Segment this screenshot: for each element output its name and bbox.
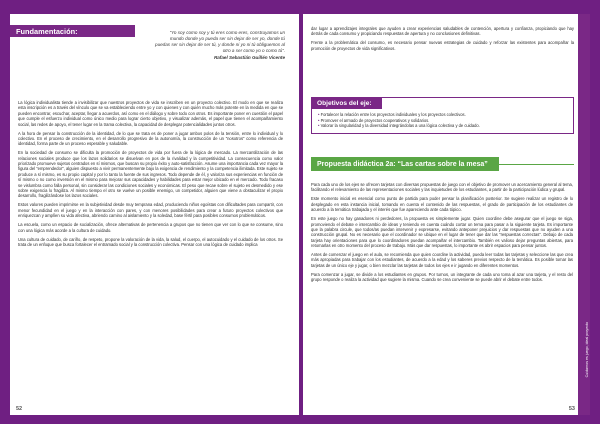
proposal-title: Propuesta didáctica 2a: “Las cartas sobre la mesa” — [317, 160, 488, 168]
paragraph: Para cada uno de los ejes se ofrecen tarjetas con diversas propuestas de juego con el objetivo de promover un acercamiento general al tema, facilitando el relevamiento de las representaciones sociales y las inquietudes de los estudiantes, a partir de la participación lúdica y grupal. — [311, 182, 573, 193]
paragraph: Estos valores pueden imprimirse en la subjetividad desde muy temprana edad, produciendo niños egoístas con dificultades para compartir, con menor fecundidad en el juego y en la interacción con pares, y con menores posibilidades para crear a futuro proyectos colectivos que enriquezcan y amplíen su vida afectiva, abriendo camino al aislamiento y la soledad, base fértil para posibles consumos problemáticos. — [18, 202, 283, 219]
paragraph: A la hora de pensar la construcción de la identidad, de lo que se trata es de poner a jugar ambos polos de la tensión, entre lo individual y lo colectivo. En el proceso de crecimiento, en el desarrollo progresivo de la autonomía, la construcción de un “nosotros” como referencia de identidad, forma parte de un proceso esperable y saludable. — [18, 130, 283, 147]
paragraph: Para comenzar a jugar, se divide a los estudiantes en grupos. Por turnos, un integrante de cada uno toma al azar una tarjeta, y el resto del grupo responde o realiza la actividad que sugiere la misma. Cuando se crea conveniente se puede abrir el debate entre todos. — [311, 271, 573, 283]
objectives-title: Objetivos del eje: — [312, 98, 382, 109]
paragraph: Frente a la problemática del consumo, es necesario pensar nuevas estrategias de cuidado y reforzar las existentes para acompañar la promoción de proyectos de vida significativos. — [311, 40, 574, 51]
quote-author: Rafael Sebastián Guillén Vicente — [213, 54, 285, 60]
paragraph: En la sociedad de consumo se dificulta la promoción de proyectos de vida por fuera de la lógica de mercado. La mercantilización de las relaciones sociales produce que los lazos solidarios se disuelvan en pos de la rivalidad y la competitividad. La consecuencia como valor priorizado promueve sujetos centrados en sí mismos, que buscan su propio éxito y auto-satisfacción. Asume una importancia cada vez mayor la figura del “emprendedor”, alguien dispuesto a vivir permanentemente bajo la exigencia de rendimiento y la competencia ilimitada. Este sujeto se produce a sí mismo, es su propio capital y por lo tanto la fuente de sus ingresos. Todo depende de él, y valoriza sus experiencias en función de sí mismo o no como inversión en el mismo para mejorar sus capacidades y habilidades para estar mejor ubicado en el mercado. Todo fracaso se vislumbra como falla personal, sin considerar las condiciones sociales y económicas. El peso que recae sobre el sujeto es desmedido y ese sobre exigencia lo fragiliza. Al mismo tiempo el otro se vuelve un posible enemigo, un competidor, alguien que viene a obstaculizar el propio desarrollo, fragilizándose los lazos sociales. — [18, 150, 283, 199]
section-title: Fundamentación: — [16, 26, 78, 36]
right-page — [303, 14, 590, 415]
paragraph: dar lugar a aprendizajes integrales que ayuden a crear experiencias saludables de contención, apertura y confianza, propiciando que hay detrás de cada consumo y propiciando respuestas de apertura y no conclusiones definitivas. — [311, 26, 574, 37]
right-intro-text — [311, 26, 574, 55]
paragraph: Una cultura de cuidado, de cariño, de respeto, propone la valoración de la vida, la salud, el cuerpo, el autocuidado y el cuidado de los otros. Se trata de un enfoque que busca fortalecer el entramado social y la construcción colectiva. Pensar con una lógica de cuidado implica — [18, 236, 283, 247]
objective-item: • Fortalecer la relación entre los proyectos individuales y los proyectos colectivos. — [318, 112, 567, 118]
paragraph: En este juego no hay ganadores ni perdedores, la propuesta es simplemente jugar. Quien coordine debe asegurar que el juego se siga, promoviendo el debate e intercambio de ideas y teniendo en cuenta cuándo cortar un tema para pasar a la siguiente tarjeta. Es importante que la palabra circule, que todos/as puedan intervenir y expresarse, evitando anteponer prejuicios y dar respuestas que no ayuden a una construcción grupal. No es necesario que el coordinador se ubique en el lugar de tener que dar las “respuestas correctas”. Debajo de cada tarjeta hay orientaciones para que lo coordinadores puedan acompañar el intercambio. También es valioso dejar preguntas abiertas, para retomarlas en otro momento del proceso de trabajo. Más que dar respuestas, lo importante es abrir espacios para pensar juntos. — [311, 216, 573, 249]
page-number: 53 — [568, 406, 575, 412]
side-label: Cuidarnos es juego, ideal proyecto — [585, 321, 589, 377]
paragraph: La escuela, como un espacio de socialización, ofrece alternativas de pertenencia a grupos que no tienen que ver con lo que se consume, sino con una lógica más acorde a la cultura de cuidado. — [18, 222, 283, 233]
objective-item: • Promover el armado de proyectos cooperativos y solidarios. — [318, 118, 567, 124]
objectives-box — [311, 97, 574, 134]
title-rule — [499, 164, 574, 165]
right-body-text — [311, 182, 573, 286]
quote-text: “Yo soy como soy y tú eres como eres, construyamos un mundo donde yo pueda ser sin dejar de ser yo, donde tú puedas ser sin dejar de ser tú, y donde ni yo ni tú obliguemos al otro a ser como yo o como tú”. — [155, 30, 285, 53]
objective-item: • Valorar la singularidad y la diversidad integrándolas a una lógica colectiva y de cuidado. — [318, 123, 567, 129]
page-number: 52 — [16, 406, 23, 412]
section-title-banner — [10, 25, 135, 37]
left-page — [10, 14, 299, 415]
left-body-text — [18, 100, 283, 251]
paragraph: Antes de comenzar el juego en el aula, se recomienda que quien coordine la actividad, pueda leer todas las tarjetas y seleccione las que crea más apropiadas para trabajar con los estudiantes, de acuerdo a la edad y los saberes previos respecto de la temática. Es posible tomar las tarjetas de un único eje y jugar, o bien mezclar las tarjetas de todos los ejes e ir jugando en diferentes momentos. — [311, 252, 573, 268]
paragraph: La lógica individualista tiende a invisibilizar que nuestros proyectos de vida se inscriben en un proyecto colectivo. El modo en que se realiza esta inscripción es a través del vínculo que se va estableciendo entre yo y con quienes y con quién mucho más potente en la medida en que se pueden encontrar, escuchar, aceptar, llegar a acuerdos, así como en el diálogo y sobre todo con otros. Es importante poner en cuestión el papel que cumple el esfuerzo individual como único medio para lograr cierto objetivo, y visualizar además, el papel que tienen el acompañamiento social, las redes de apoyo, el tener lugar en la trama colectiva, la capacidad de desplegar potencialidades juntos otros. — [18, 100, 283, 127]
epigraph-quote — [155, 30, 285, 61]
paragraph: Este momento inicial es esencial como punto de partida para poder pensar la planificación posterior. Se sugiere realizar un registro de lo desplegado en esta instancia inicial, tomando en cuenta el contenido de las respuestas, el grado de participación de los estudiantes de acuerdo a la temática trabajada y el interés que fue apareciendo ante cada tópico. — [311, 196, 573, 213]
proposal-title-banner — [311, 157, 499, 171]
objectives-list — [312, 109, 573, 133]
side-tab — [578, 14, 590, 415]
